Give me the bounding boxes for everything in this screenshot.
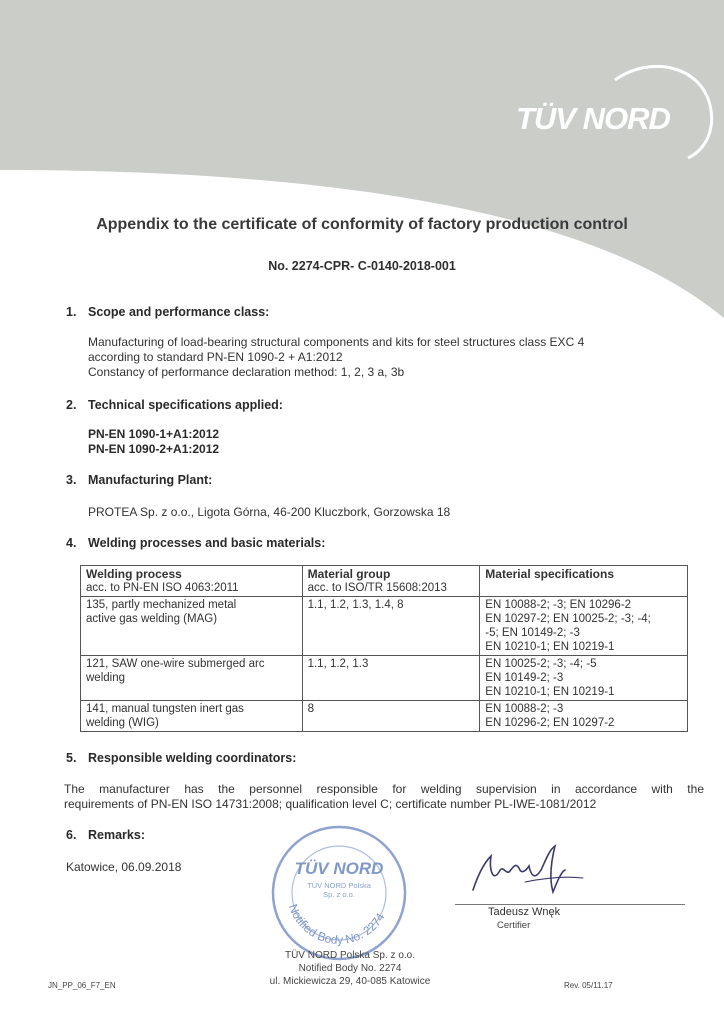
section-number: 2. [66,398,77,412]
section-4-heading [66,536,325,550]
welding-table [80,565,688,732]
header-title: Material group [307,567,391,581]
table-row [81,701,688,732]
section-number: 5. [66,751,77,765]
signer-role: Certifier [497,920,531,931]
material-specifications-cell [480,597,688,656]
revision-label: Rev. 05/11.17 [564,981,613,990]
section-title: Technical specifications applied: [88,398,283,412]
cell-line: EN 10149-2; -3 [485,672,564,684]
section-number: 1. [66,305,77,319]
page-title: Appendix to the certificate of conformity of factory production control [96,216,628,233]
section-6-heading [66,828,145,842]
cell-line: welding [86,672,125,684]
section-2-heading [66,398,283,412]
handwritten-signature [465,842,595,902]
section-3-heading [66,473,212,487]
footer-line: ul. Mickiewicza 29, 40-085 Katowice [269,976,431,987]
notified-body-stamp [268,822,410,964]
cell-line: active gas welding (MAG) [86,613,218,625]
scope-line: Manufacturing of load-bearing structural components and kits for steel structures class EXC 4 [88,335,585,349]
welding-process-cell [81,656,303,701]
brand-logo: TÜV NORD [516,101,670,136]
column-header-welding-process [81,566,303,597]
material-group-cell: 8 [302,701,480,732]
header-title: Welding process [86,567,182,581]
cell-line: EN 10210-1; EN 10219-1 [485,641,615,653]
stamp-line2: Sp. z o.o. [323,890,355,899]
cell-line: 135, partly mechanized metal [86,599,237,611]
scope-text [88,335,708,380]
coordinators-text [64,782,704,812]
table-header-row [81,566,688,597]
stamp-arc-text-path: Notified Body No. 2274 [285,902,388,947]
section-number: 3. [66,473,77,487]
footer-line: Notified Body No. 2274 [298,963,402,974]
stamp-arc-text [286,902,388,947]
section-number: 6. [66,828,77,842]
table-row [81,597,688,656]
section-title: Manufacturing Plant: [88,473,213,487]
document-code: JN_PP_06_F7_EN [48,981,116,990]
stamp-line1: TÜV NORD Polska [307,881,371,890]
section-title: Responsible welding coordinators: [88,751,297,765]
cell-line: EN 10088-2; -3; EN 10296-2 [485,599,632,611]
section-title: Remarks: [88,828,145,842]
cell-line: EN 10210-1; EN 10219-1 [485,686,615,698]
section-5-heading [66,751,296,765]
column-header-material-group [302,566,480,597]
section-title: Scope and performance class: [88,305,270,319]
tech-spec-item: PN-EN 1090-1+A1:2012 [88,427,220,441]
scope-line: Constancy of performance declaration method: 1, 2, 3 a, 3b [88,365,405,379]
section-number: 4. [66,536,77,550]
cell-line: 141, manual tungsten inert gas [86,703,244,715]
place-date: Katowice, 06.09.2018 [66,860,182,874]
cell-line: -5; EN 10149-2; -3 [485,627,580,639]
cell-line: EN 10025-2; -3; -4; -5 [485,658,597,670]
header-subtitle: acc. to PN-EN ISO 4063:2011 [86,582,239,594]
footer-line: TÜV NORD Polska Sp. z o.o. [284,950,416,961]
stamp-logo: TÜV NORD [294,859,384,878]
material-specifications-cell [480,656,688,701]
section-title: Welding processes and basic materials: [88,536,326,550]
coordinators-line: requirements of PN-EN ISO 14731:2008; qualification level C; certificate number PL-IWE-1081/2012 [64,797,597,811]
section-1-heading [66,305,269,319]
cell-line: EN 10297-2; EN 10025-2; -3; -4; [485,613,651,625]
certificate-number: No. 2274-CPR- C-0140-2018-001 [268,259,456,273]
manufacturing-plant-address: PROTEA Sp. z o.o., Ligota Górna, 46-200 Kluczbork, Gorzowska 18 [88,505,451,519]
cell-line: EN 10296-2; EN 10297-2 [485,717,615,729]
tech-spec-item: PN-EN 1090-2+A1:2012 [88,442,220,456]
cell-line: welding (WIG) [86,717,159,729]
material-group-cell: 1.1, 1.2, 1.3, 1.4, 8 [302,597,480,656]
table-row [81,656,688,701]
welding-process-cell [81,701,303,732]
material-specifications-cell [480,701,688,732]
header-subtitle: acc. to ISO/TR 15608:2013 [307,582,447,594]
column-header-material-specifications [480,566,688,597]
signer-name: Tadeusz Wnęk [488,906,561,918]
header-title: Material specifications [485,567,615,581]
cell-line: EN 10088-2; -3 [485,703,564,715]
material-group-cell: 1.1, 1.2, 1.3 [302,656,480,701]
signature-line [455,904,685,905]
scope-line: according to standard PN-EN 1090-2 + A1:2012 [88,350,343,364]
tech-specs-list [88,427,219,457]
footer-address [200,949,500,988]
cell-line: 121, SAW one-wire submerged arc [86,658,265,670]
coordinators-line: The manufacturer has the personnel responsible for welding supervision in accordance with the [64,782,704,796]
welding-process-cell [81,597,303,656]
